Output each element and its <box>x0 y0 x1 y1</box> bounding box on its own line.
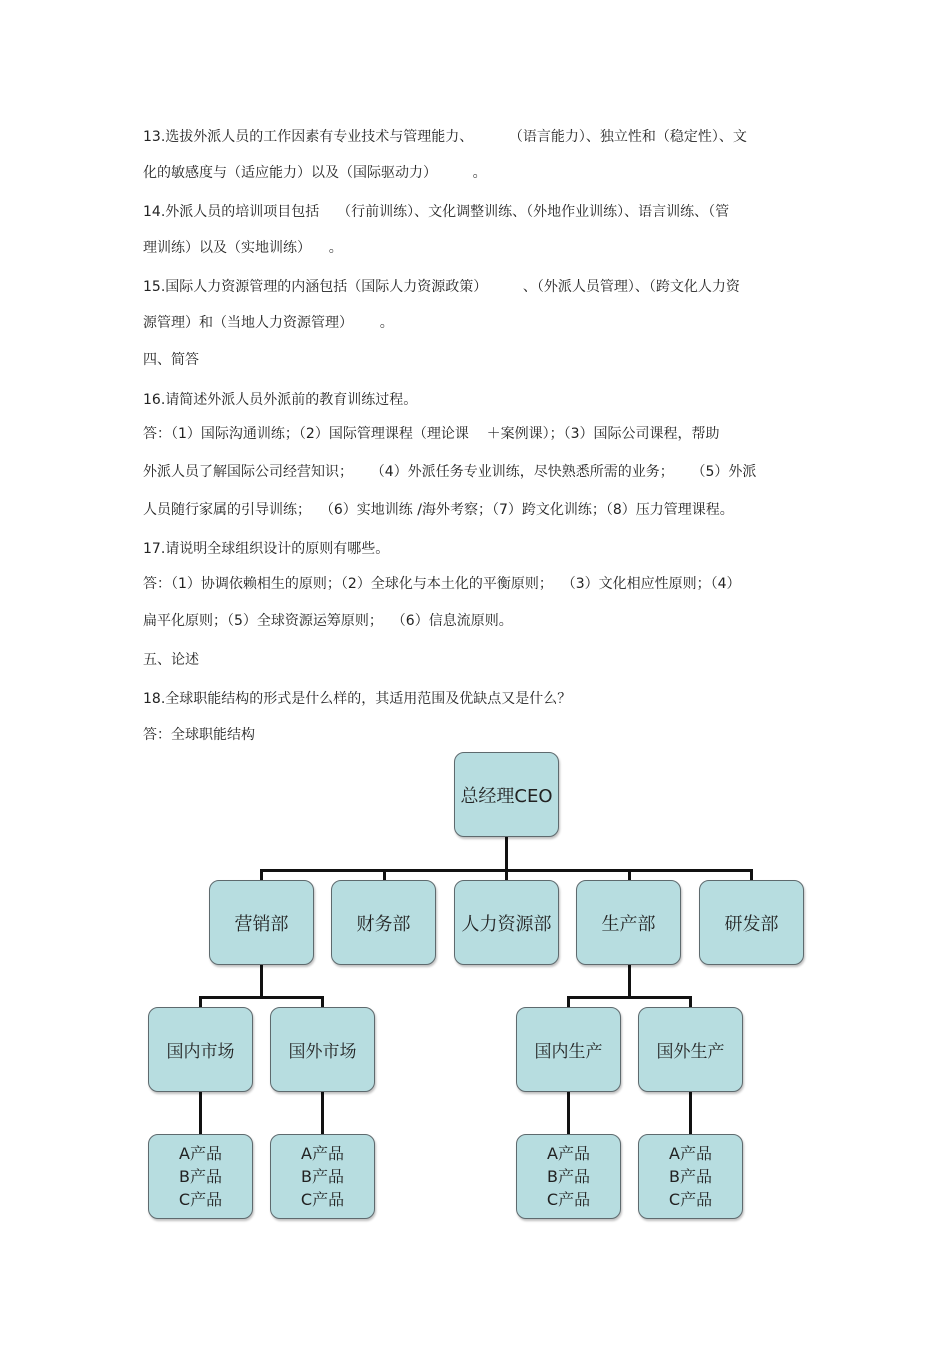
connector-line <box>628 964 631 998</box>
answer-text: 答：（1）国际沟通训练；（2）国际管理课程（理论课 ＋案例课）；（3）国际公司课程，帮助 <box>143 426 720 442</box>
product-label: B产品 <box>301 1167 344 1186</box>
connector-line <box>260 964 263 998</box>
ceo-node: 总经理CEO <box>454 752 559 837</box>
product-label: B产品 <box>179 1167 222 1186</box>
department-node: 人力资源部 <box>454 880 559 965</box>
product-label: A产品 <box>179 1144 222 1163</box>
connector-line <box>505 836 508 870</box>
product-node <box>148 1134 253 1219</box>
text-line: 15.国际人力资源管理的内涵包括（国际人力资源政策） 、（外派人员管理）、（跨文化人力资 <box>143 279 740 295</box>
product-label: B产品 <box>669 1167 712 1186</box>
connector-line <box>689 1091 692 1135</box>
answer-text: 答：（1）协调依赖相生的原则；（2）全球化与本土化的平衡原则； （3）文化相应性原则；（4） <box>143 576 741 592</box>
product-label: A产品 <box>669 1144 712 1163</box>
answer-text: 人员随行家属的引导训练； （6）实地训练 /海外考察；（7）跨文化训练；（8）压力管理课程。 <box>143 502 734 518</box>
connector-line <box>199 1091 202 1135</box>
product-node <box>516 1134 621 1219</box>
section-heading: 四、简答 <box>143 352 199 368</box>
product-node <box>270 1134 375 1219</box>
department-node: 营销部 <box>209 880 314 965</box>
text-line: 理训练）以及（实地训练） 。 <box>143 240 343 256</box>
text-line: 13.选拔外派人员的工作因素有专业技术与管理能力、 （语言能力）、独立性和（稳定性）、文 <box>143 129 747 145</box>
text-line: 14.外派人员的培训项目包括 （行前训练）、文化调整训练、（外地作业训练）、语言训练、（管 <box>143 204 730 220</box>
product-label: A产品 <box>301 1144 344 1163</box>
production-node: 国内生产 <box>516 1007 621 1092</box>
market-node: 国内市场 <box>148 1007 253 1092</box>
product-label: C产品 <box>300 1190 345 1209</box>
section-heading: 五、论述 <box>143 652 199 668</box>
question-text: 17.请说明全球组织设计的原则有哪些。 <box>143 541 390 557</box>
market-node: 国外市场 <box>270 1007 375 1092</box>
connector-line <box>321 1091 324 1135</box>
question-text: 16.请简述外派人员外派前的教育训练过程。 <box>143 392 418 408</box>
question-text: 18.全球职能结构的形式是什么样的，其适用范围及优缺点又是什么？ <box>143 691 572 707</box>
product-label: C产品 <box>178 1190 223 1209</box>
department-node: 财务部 <box>331 880 436 965</box>
connector-line <box>567 1091 570 1135</box>
product-label: C产品 <box>668 1190 713 1209</box>
product-label: A产品 <box>547 1144 590 1163</box>
department-node: 研发部 <box>699 880 804 965</box>
text-line: 源管理）和（当地人力资源管理） 。 <box>143 315 394 331</box>
answer-text: 扁平化原则；（5）全球资源运筹原则； （6）信息流原则。 <box>143 613 513 629</box>
product-label: C产品 <box>546 1190 591 1209</box>
connector-line <box>199 996 324 999</box>
product-node <box>638 1134 743 1219</box>
answer-text: 答：全球职能结构 <box>143 727 255 743</box>
product-label: B产品 <box>547 1167 590 1186</box>
answer-text: 外派人员了解国际公司经营知识； （4）外派任务专业训练，尽快熟悉所需的业务； （5）外派 <box>143 464 757 480</box>
production-node: 国外生产 <box>638 1007 743 1092</box>
text-line: 化的敏感度与（适应能力）以及（国际驱动力） 。 <box>143 165 487 181</box>
connector-line <box>567 996 692 999</box>
department-node: 生产部 <box>576 880 681 965</box>
